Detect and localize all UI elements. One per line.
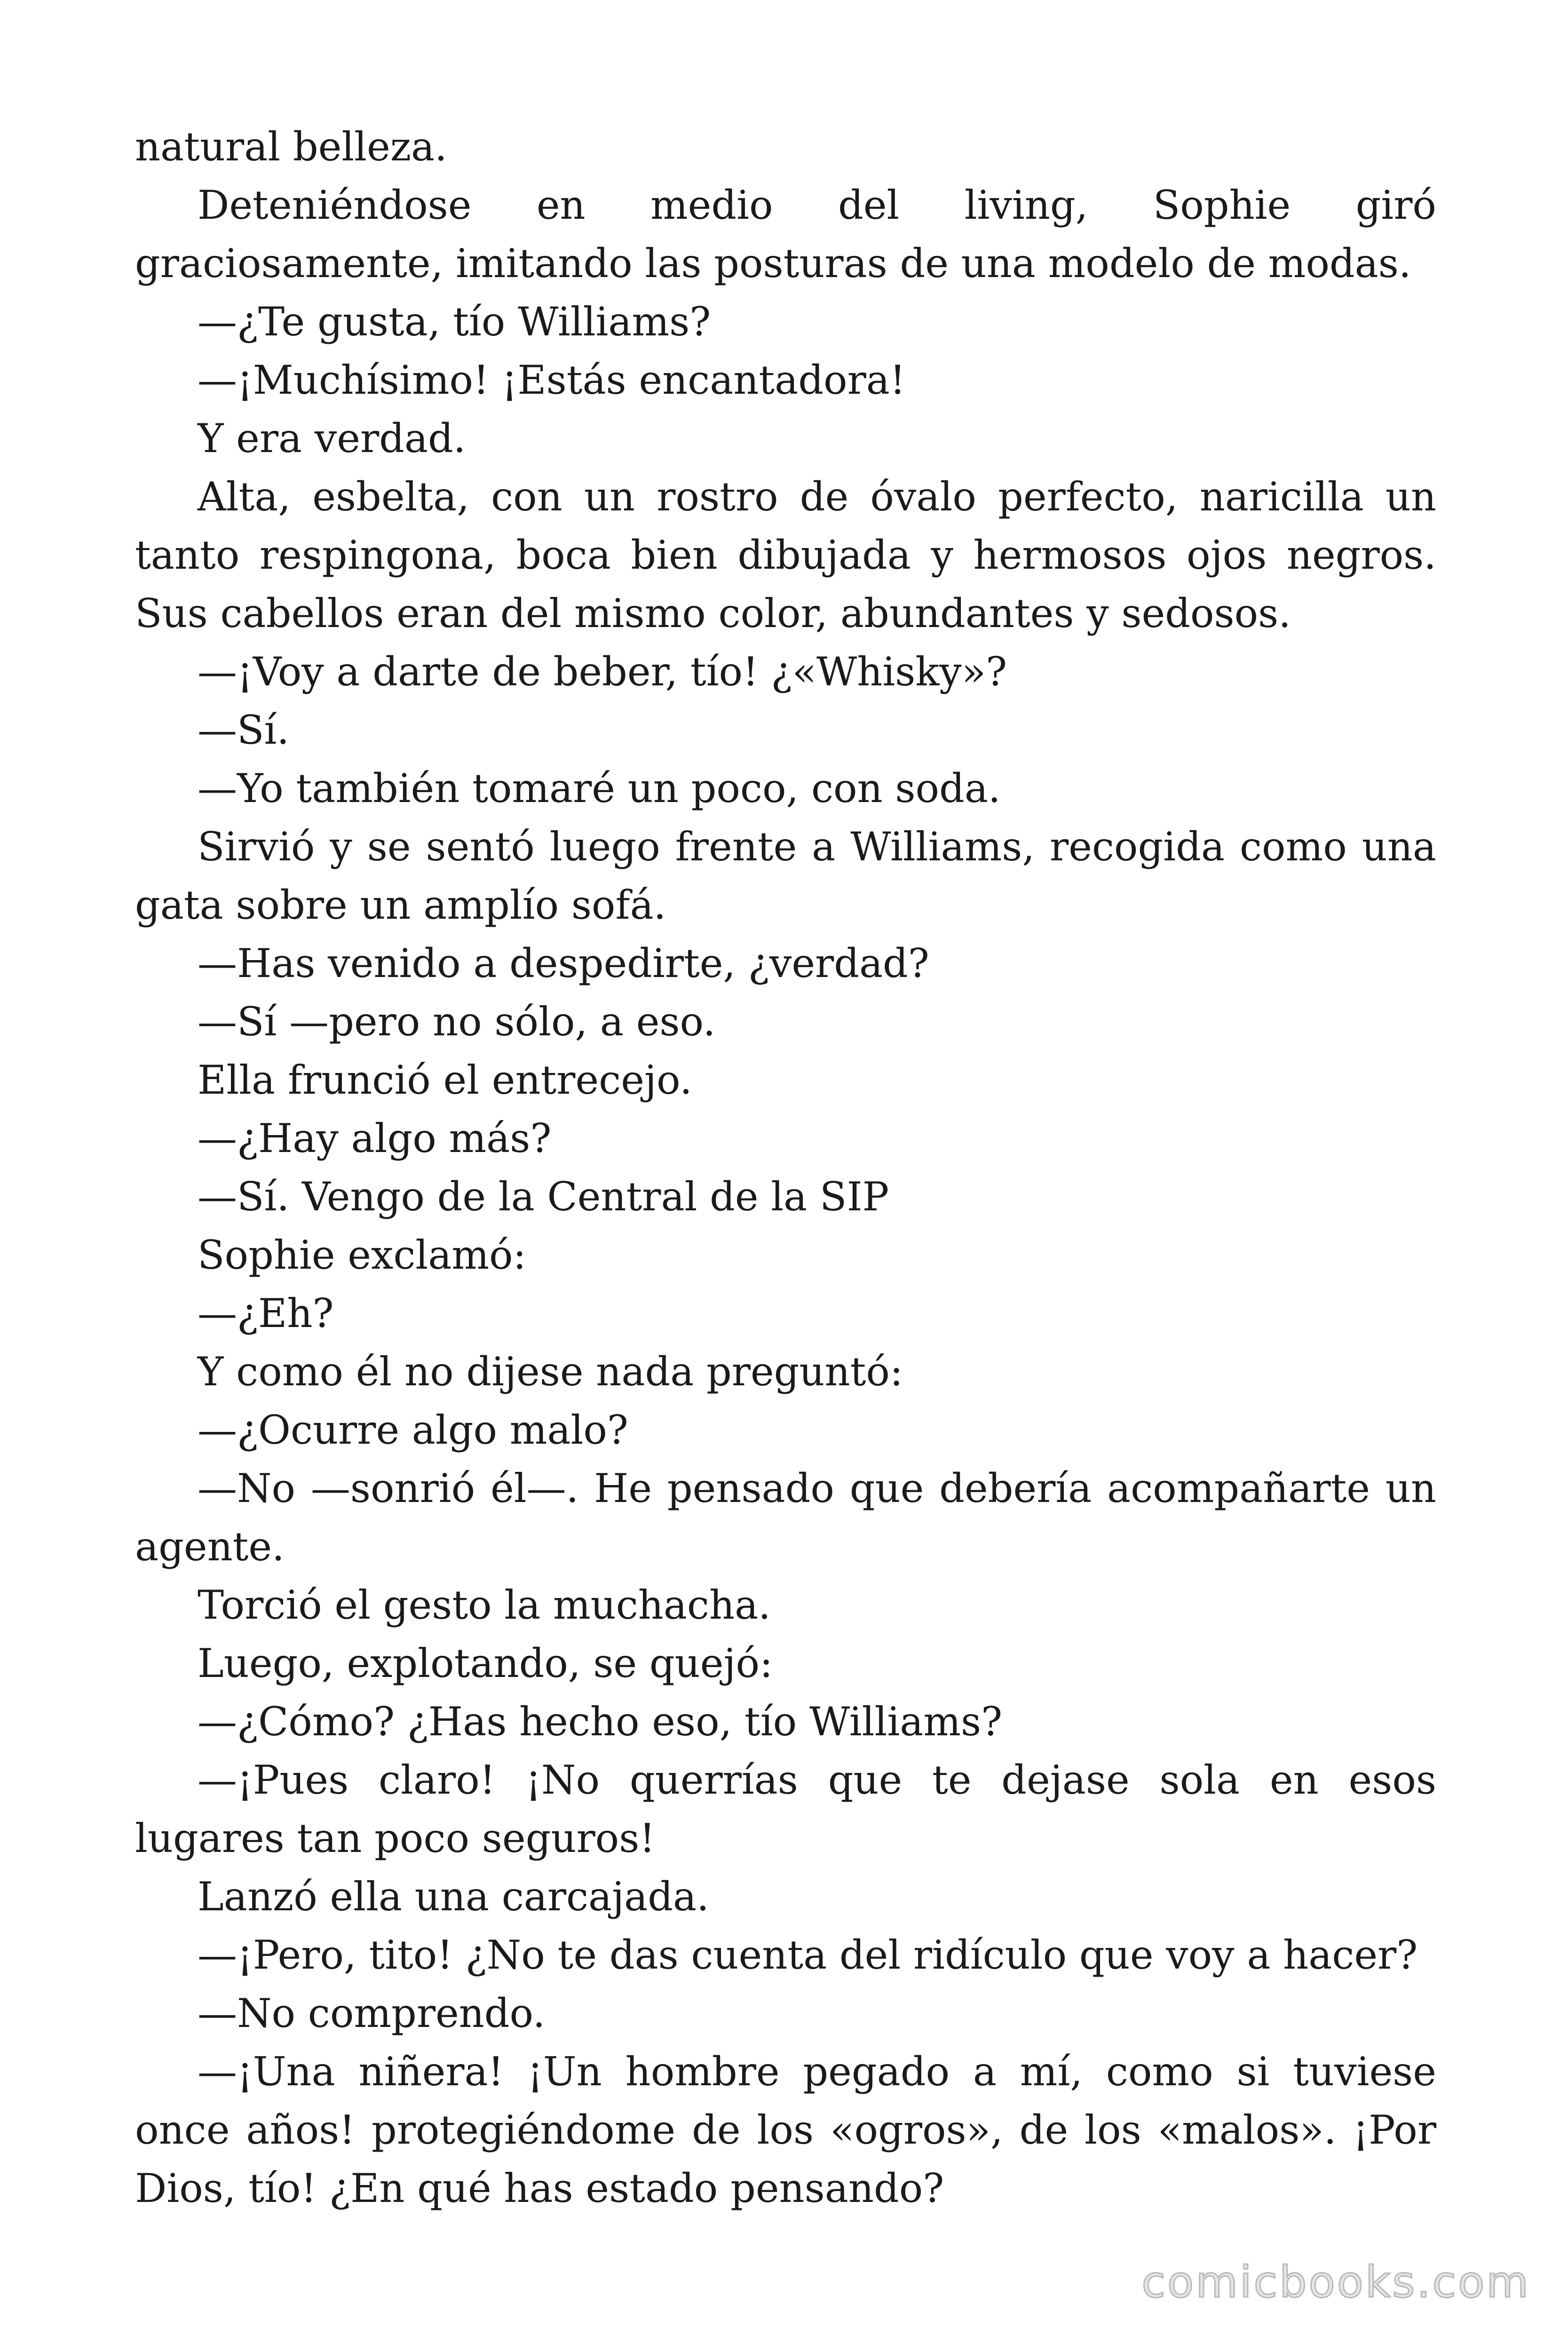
paragraph: —Yo también tomaré un poco, con soda. bbox=[198, 765, 1001, 811]
paragraph: —Sí. Vengo de la Central de la SIP bbox=[198, 1174, 889, 1220]
paragraph: —Sí. bbox=[198, 707, 290, 753]
paragraph: —¿Te gusta, tío Williams? bbox=[198, 299, 711, 345]
paragraph: —Has venido a despedirte, ¿verdad? bbox=[198, 940, 929, 986]
paragraph: —¡Pues claro! ¡No querrías que te dejase sola en esos lugares tan poco seguros! bbox=[135, 1757, 1436, 1861]
paragraph: —Sí —pero no sólo, a eso. bbox=[198, 999, 716, 1045]
paragraph: Sirvió y se sentó luego frente a Williams, recogida como una gata sobre un amplío sofá. bbox=[135, 824, 1436, 928]
paragraph: Ella frunció el entrecejo. bbox=[198, 1057, 692, 1103]
watermark: comicbooks.com bbox=[1141, 2257, 1530, 2307]
paragraph: —¡Pero, tito! ¿No te das cuenta del ridículo que voy a hacer? bbox=[198, 1932, 1418, 1978]
paragraph: Luego, explotando, se quejó: bbox=[198, 1640, 773, 1686]
paragraph: —No comprendo. bbox=[198, 1990, 546, 2036]
paragraph: —¡Voy a darte de beber, tío! ¿«Whisky»? bbox=[198, 649, 1007, 695]
paragraph: Y era verdad. bbox=[198, 415, 466, 461]
paragraph: —¿Ocurre algo malo? bbox=[198, 1407, 628, 1453]
paragraph: Torció el gesto la muchacha. bbox=[198, 1582, 771, 1628]
paragraph: Sophie exclamó: bbox=[198, 1232, 526, 1278]
paragraph: Deteniéndose en medio del living, Sophie giró graciosamente, imitando las posturas de una modelo de modas. bbox=[135, 182, 1436, 286]
paragraph: —¡Una niñera! ¡Un hombre pegado a mí, como si tuviese once años! protegiéndome de los «ogros», de los «malos». ¡Por Dios, tío! ¿En qué has estado pensando? bbox=[135, 2049, 1436, 2211]
paragraph: —¡Muchísimo! ¡Estás encantadora! bbox=[198, 357, 906, 403]
paragraph: —¿Hay algo más? bbox=[198, 1115, 552, 1161]
paragraph: Lanzó ella una carcajada. bbox=[198, 1874, 709, 1920]
paragraph: natural belleza. bbox=[135, 124, 447, 170]
paragraph: Y como él no dijese nada preguntó: bbox=[198, 1349, 903, 1395]
paragraph: Alta, esbelta, con un rostro de óvalo perfecto, naricilla un tanto respingona, boca bien dibujada y hermosos ojos negros. Sus cabellos eran del mismo color, abundantes y sedosos. bbox=[135, 474, 1436, 636]
page-text bbox=[135, 118, 1436, 2217]
paragraph: —¿Eh? bbox=[198, 1290, 334, 1336]
paragraph: —No —sonrió él—. He pensado que debería acompañarte un agente. bbox=[135, 1465, 1436, 1570]
paragraph: —¿Cómo? ¿Has hecho eso, tío Williams? bbox=[198, 1699, 1003, 1745]
